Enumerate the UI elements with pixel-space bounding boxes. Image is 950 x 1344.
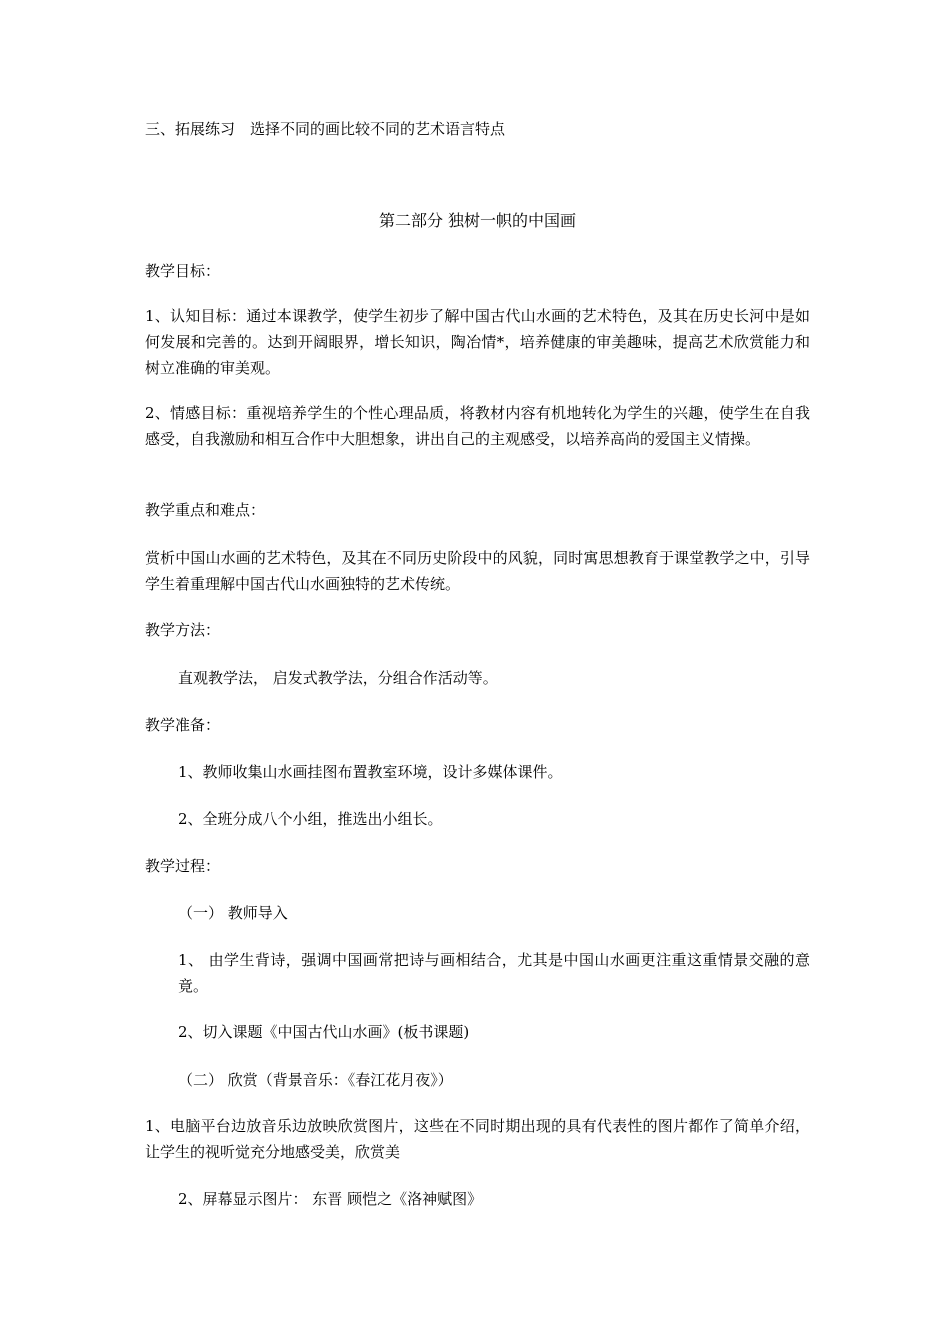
step1-heading: （一） 教师导入: [178, 904, 288, 922]
step2-item-2: 2、屏幕显示图片： 东晋 顾恺之《洛神赋图》: [178, 1190, 483, 1208]
goals-heading: 教学目标：: [145, 262, 221, 280]
step2-heading: （二） 欣赏（背景音乐：《春江花月夜》）: [178, 1071, 453, 1089]
preparation-item-1: 1、教师收集山水画挂图布置教室环境，设计多媒体课件。: [178, 763, 563, 781]
preparation-heading: 教学准备：: [145, 716, 221, 734]
methods-heading: 教学方法：: [145, 621, 221, 639]
process-heading: 教学过程：: [145, 857, 221, 875]
key-points-text: 赏析中国山水画的艺术特色，及其在不同历史阶段中的风貌，同时寓思想教育于课堂教学之中，引导学生着重理解中国古代山水画独特的艺术传统。: [145, 549, 810, 593]
section3-extension-practice: 三、拓展练习 选择不同的画比较不同的艺术语言特点: [145, 120, 506, 138]
part-title: 第二部分 独树一帜的中国画: [378, 211, 577, 230]
step1-item-2: 2、切入课题《中国古代山水画》(板书课题): [178, 1023, 470, 1041]
step1-item-1-text: 1、 由学生背诗，强调中国画常把诗与画相结合，尤其是中国山水画更注重这重情景交融的意竟。: [178, 951, 810, 995]
preparation-item-2: 2、全班分成八个小组，推选出小组长。: [178, 810, 443, 828]
goal-emotional: 2、情感目标：重视培养学生的个性心理品质，将教材内容有机地转化为学生的兴趣，使学生在自我感受，自我激励和相互合作中大胆想象，讲出自己的主观感受，以培养高尚的爱国主义情操。: [145, 404, 810, 448]
step1-item-1: [178, 947, 810, 999]
methods-text: 直观教学法， 启发式教学法，分组合作活动等。: [178, 669, 498, 687]
goal-cognitive: 1、认知目标：通过本课教学，使学生初步了解中国古代山水画的艺术特色，及其在历史长河中是如何发展和完善的。达到开阔眼界，增长知识，陶冶情*，培养健康的审美趣味，提高艺术欣赏能力和树立准确的审美观。: [145, 307, 810, 377]
key-points-heading: 教学重点和难点：: [145, 501, 266, 519]
step2-item-1: 1、电脑平台边放音乐边放映欣赏图片，这些在不同时期出现的具有代表性的图片都作了简单介绍，让学生的视听觉充分地感受美，欣赏美: [145, 1117, 810, 1161]
